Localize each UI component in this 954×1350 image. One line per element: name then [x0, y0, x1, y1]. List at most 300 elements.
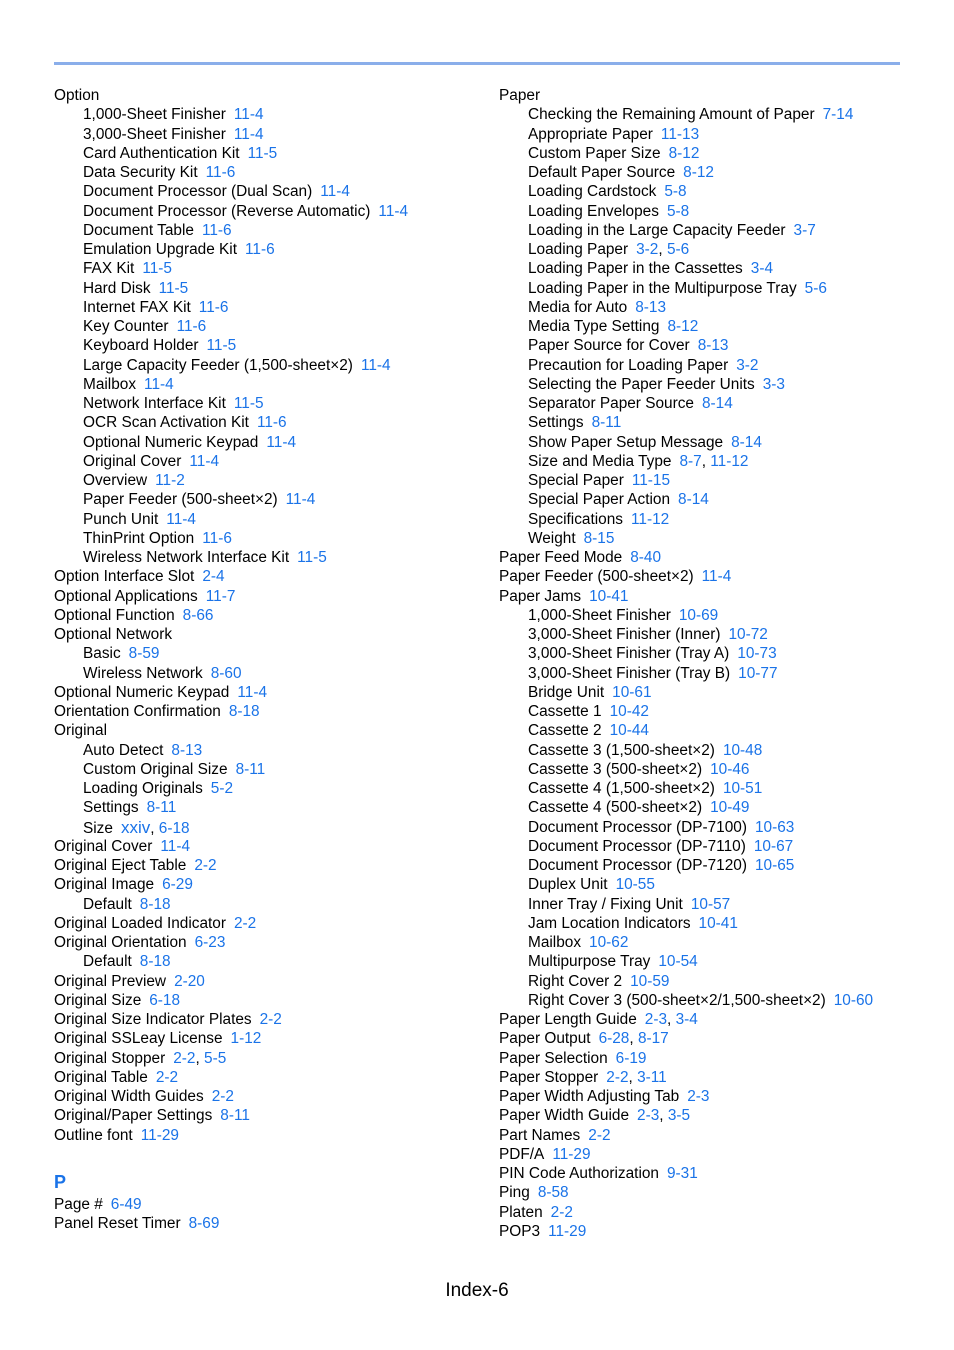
index-term: ThinPrint Option [83, 529, 195, 547]
index-entry [54, 1214, 474, 1233]
page-ref-link-xxiv[interactable]: xxiv [120, 817, 151, 837]
page-ref-link-8-60[interactable]: 8-60 [210, 664, 242, 682]
page-ref-link-8-40[interactable]: 8-40 [630, 549, 662, 566]
page-ref-link-11-15[interactable]: 11-15 [631, 472, 671, 489]
page-ref-link-3-5[interactable]: 3-5 [667, 1107, 691, 1125]
index-subentry [54, 664, 474, 683]
page-ref-link-5-8[interactable]: 5-8 [664, 183, 687, 201]
index-term: Media Type Setting [528, 318, 660, 335]
page-ref-link-1-12[interactable]: 1-12 [230, 1030, 262, 1048]
index-term: Loading Paper in the Multipurpose Tray [528, 279, 797, 297]
index-subentry [499, 818, 919, 837]
page-ref-link-11-6[interactable]: 11-6 [198, 298, 229, 316]
page-ref-link-11-6[interactable]: 11-6 [202, 529, 232, 547]
index-entry [54, 683, 474, 702]
index-subentry [54, 818, 474, 837]
index-subentry [54, 221, 474, 240]
index-term: Paper Feeder (500-sheet×2) [83, 491, 278, 509]
index-term: Custom Original Size [83, 760, 228, 778]
page-ref-link-10-62[interactable]: 10-62 [589, 934, 629, 951]
page-ref-link-11-6[interactable]: 11-6 [176, 318, 207, 335]
index-term: Duplex Unit [528, 876, 608, 894]
index-entry [54, 991, 474, 1010]
ref-separator: , [659, 1107, 668, 1125]
page-ref-link-11-4[interactable]: 11-4 [320, 183, 350, 201]
index-subentry [499, 317, 919, 336]
page-ref-link-10-42[interactable]: 10-42 [609, 703, 649, 720]
index-entry [499, 1049, 919, 1068]
page-number: Index-6 [445, 1280, 509, 1301]
index-subentry [499, 664, 919, 683]
index-entry [499, 1106, 919, 1125]
index-subentry [54, 510, 474, 529]
index-term: 3,000-Sheet Finisher [83, 125, 226, 143]
index-subentry [499, 490, 919, 509]
index-term: Document Table [83, 221, 194, 239]
page-ref-link-8-14[interactable]: 8-14 [678, 491, 709, 509]
index-term: Size and Media Type [528, 452, 672, 470]
index-subentry [499, 163, 919, 182]
page-ref-link-8-13[interactable]: 8-13 [697, 337, 729, 355]
page-ref-link-10-72[interactable]: 10-72 [728, 626, 768, 643]
page-ref-link-8-12[interactable]: 8-12 [683, 164, 714, 181]
index-entry [54, 1087, 474, 1106]
index-term: Punch Unit [83, 510, 159, 528]
index-subentry [54, 741, 474, 760]
index-term: PIN Code Authorization [499, 1165, 659, 1182]
page-ref-link-8-17[interactable]: 8-17 [637, 1030, 669, 1048]
index-entry [54, 1068, 474, 1087]
index-term: Original SSLeay License [54, 1030, 223, 1048]
index-term: Outline font [54, 1126, 133, 1144]
index-term: 3,000-Sheet Finisher (Tray B) [528, 664, 731, 682]
page-ref-link-8-69[interactable]: 8-69 [188, 1215, 220, 1232]
index-term: Original Loaded Indicator [54, 914, 226, 932]
index-subentry [499, 394, 919, 413]
page-ref-link-10-41[interactable]: 10-41 [698, 914, 738, 932]
index-entry [499, 1145, 919, 1164]
index-subentry [499, 336, 919, 355]
index-term: Loading Envelopes [528, 202, 659, 220]
page-ref-link-8-66[interactable]: 8-66 [182, 606, 214, 624]
index-subentry [54, 182, 474, 201]
page-ref-link-5-8[interactable]: 5-8 [666, 202, 690, 220]
page-ref-link-2-2[interactable]: 2-2 [233, 914, 257, 932]
page-ref-link-8-58[interactable]: 8-58 [537, 1184, 569, 1202]
index-term: Separator Paper Source [528, 395, 694, 412]
index-subentry [54, 125, 474, 144]
index-term: Document Processor (Reverse Automatic) [83, 202, 371, 220]
index-term: Size [83, 819, 113, 837]
header-rule [54, 62, 900, 65]
page-ref-link-3-4[interactable]: 3-4 [750, 260, 774, 278]
index-subentry [54, 490, 474, 509]
page-ref-link-11-4[interactable]: 11-4 [266, 433, 297, 451]
index-subentry [499, 952, 919, 971]
index-entry [54, 1010, 474, 1029]
index-term: Page # [54, 1195, 103, 1213]
index-term: Special Paper Action [528, 491, 671, 509]
page-ref-link-8-7[interactable]: 8-7 [679, 452, 702, 470]
index-term: Appropriate Paper [528, 125, 653, 143]
index-subentry [54, 798, 474, 817]
index-term: Cassette 1 [528, 703, 602, 720]
page-ref-link-10-57[interactable]: 10-57 [690, 895, 731, 913]
index-entry [499, 587, 919, 606]
index-subentry [54, 548, 474, 567]
page-ref-link-2-2[interactable]: 2-2 [259, 1011, 282, 1028]
index-term: Document Processor (DP-7100) [528, 818, 747, 836]
page-ref-link-11-4[interactable]: 11-4 [233, 125, 264, 143]
index-entry [54, 721, 474, 740]
page-ref-link-11-5[interactable]: 11-5 [158, 279, 189, 297]
page-ref-link-6-19[interactable]: 6-19 [615, 1049, 647, 1067]
page-ref-link-10-46[interactable]: 10-46 [710, 760, 750, 778]
page-ref-link-11-7[interactable]: 11-7 [205, 587, 236, 605]
index-term: Card Authentication Kit [83, 144, 240, 162]
page-ref-link-2-4[interactable]: 2-4 [202, 568, 225, 586]
page-ref-link-11-5[interactable]: 11-5 [297, 549, 327, 566]
page-ref-link-10-49[interactable]: 10-49 [710, 799, 750, 817]
index-entry [54, 933, 474, 952]
section-letter: P [54, 1171, 67, 1192]
page-ref-link-2-2[interactable]: 2-2 [155, 1068, 179, 1086]
ref-separator: , [150, 819, 159, 837]
index-subentry [54, 356, 474, 375]
page-ref-link-8-11[interactable]: 8-11 [220, 1107, 250, 1125]
page-ref-link-3-11[interactable]: 3-11 [637, 1068, 667, 1086]
index-term: Key Counter [83, 318, 169, 335]
page-ref-link-11-5[interactable]: 11-5 [247, 144, 278, 162]
page-ref-link-10-73[interactable]: 10-73 [737, 645, 777, 663]
index-term: Bridge Unit [528, 683, 605, 701]
index-subentry [499, 779, 919, 798]
index-subentry [499, 875, 919, 894]
page-ref-link-3-2[interactable]: 3-2 [736, 356, 759, 374]
page-ref-link-6-49[interactable]: 6-49 [110, 1195, 142, 1213]
index-term: Optional Numeric Keypad [54, 683, 230, 701]
index-entry [54, 625, 474, 644]
index-term: Original Eject Table [54, 857, 187, 874]
page-ref-link-11-29[interactable]: 11-29 [140, 1126, 179, 1144]
index-subentry [499, 510, 919, 529]
page-ref-link-8-12[interactable]: 8-12 [668, 144, 700, 162]
page-ref-link-2-2[interactable]: 2-2 [606, 1068, 629, 1086]
page-ref-link-11-4[interactable]: 11-4 [237, 683, 268, 701]
index-term: Cassette 2 [528, 722, 602, 740]
index-subentry [54, 529, 474, 548]
index-term: Cassette 3 (500-sheet×2) [528, 760, 703, 778]
page-ref-link-2-3[interactable]: 2-3 [644, 1011, 668, 1028]
page-ref-link-10-67[interactable]: 10-67 [753, 837, 794, 855]
index-entry [54, 856, 474, 875]
index-term: Original Size [54, 991, 142, 1009]
index-subentry [499, 202, 919, 221]
index-term: Inner Tray / Fixing Unit [528, 895, 683, 913]
index-term: Original Preview [54, 972, 167, 990]
page-ref-link-11-4[interactable]: 11-4 [144, 375, 174, 393]
page-ref-link-2-2[interactable]: 2-2 [588, 1126, 611, 1144]
index-entry [499, 1029, 919, 1048]
page-ref-link-11-4[interactable]: 11-4 [360, 356, 391, 374]
page-ref-link-10-61[interactable]: 10-61 [612, 683, 652, 701]
index-subentry [499, 413, 919, 432]
index-subentry [499, 125, 919, 144]
index-term: Option Interface Slot [54, 568, 195, 586]
index-term: Loading Cardstock [528, 183, 657, 201]
index-entry [54, 837, 474, 856]
page-ref-link-8-15[interactable]: 8-15 [583, 529, 615, 547]
page-ref-link-10-54[interactable]: 10-54 [658, 953, 698, 971]
page-ref-link-10-69[interactable]: 10-69 [678, 606, 719, 624]
page-ref-link-11-4[interactable]: 11-4 [233, 106, 264, 124]
page-ref-link-10-48[interactable]: 10-48 [722, 741, 763, 759]
index-term: Original [54, 722, 108, 740]
index-entry [499, 1010, 919, 1029]
index-term: Media for Auto [528, 298, 628, 316]
page-ref-link-3-2[interactable]: 3-2 [636, 241, 659, 258]
ref-separator: , [195, 1049, 205, 1067]
page-ref-link-6-28[interactable]: 6-28 [598, 1030, 630, 1048]
index-subentry [499, 221, 919, 240]
index-subentry [54, 760, 474, 779]
page-ref-link-3-3[interactable]: 3-3 [762, 375, 785, 393]
index-term: Selecting the Paper Feeder Units [528, 375, 755, 393]
page-ref-link-11-4[interactable]: 11-4 [378, 202, 409, 220]
index-term: Paper Length Guide [499, 1011, 637, 1028]
index-subentry [54, 144, 474, 163]
index-term: Mailbox [528, 934, 582, 951]
index-subentry [499, 105, 919, 124]
index-subentry [499, 375, 919, 394]
page-ref-link-10-60[interactable]: 10-60 [833, 991, 874, 1009]
index-term: Default [83, 953, 132, 971]
page-ref-link-10-51[interactable]: 10-51 [722, 780, 763, 797]
page-ref-link-11-2[interactable]: 11-2 [155, 472, 185, 489]
index-subentry [54, 317, 474, 336]
page-ref-link-8-11[interactable]: 8-11 [235, 760, 266, 778]
index-entry [54, 567, 474, 586]
page-ref-link-2-20[interactable]: 2-20 [174, 972, 205, 990]
index-term: Large Capacity Feeder (1,500-sheet×2) [83, 356, 353, 374]
index-term: Show Paper Setup Message [528, 433, 724, 451]
index-subentry [499, 298, 919, 317]
page-ref-link-6-18[interactable]: 6-18 [158, 819, 190, 837]
page-ref-link-6-29[interactable]: 6-29 [162, 876, 193, 894]
index-term: Internet FAX Kit [83, 298, 191, 316]
page-ref-link-5-5[interactable]: 5-5 [204, 1049, 227, 1067]
page-ref-link-6-23[interactable]: 6-23 [194, 934, 226, 951]
index-term: Data Security Kit [83, 164, 198, 181]
page-ref-link-8-18[interactable]: 8-18 [139, 895, 171, 913]
page-ref-link-5-6[interactable]: 5-6 [804, 279, 827, 297]
page-ref-link-10-77[interactable]: 10-77 [738, 664, 778, 682]
index-term: FAX Kit [83, 260, 135, 278]
index-entry [499, 567, 919, 586]
page-ref-link-6-18[interactable]: 6-18 [149, 991, 181, 1009]
page-ref-link-11-12[interactable]: 11-12 [710, 452, 749, 470]
index-entry [54, 972, 474, 991]
index-term: Auto Detect [83, 741, 164, 759]
page-ref-link-8-11[interactable]: 8-11 [591, 414, 622, 432]
index-term: Weight [528, 529, 576, 547]
page-ref-link-11-4[interactable]: 11-4 [160, 837, 191, 855]
index-column-right [499, 86, 919, 1241]
index-subentry [499, 856, 919, 875]
index-term: Original Width Guides [54, 1088, 204, 1105]
index-term: Original Orientation [54, 934, 187, 951]
index-term: Overview [83, 472, 148, 489]
page-ref-link-11-4[interactable]: 11-4 [189, 452, 220, 470]
ref-separator: , [701, 452, 711, 470]
index-term: Original Cover [54, 837, 153, 855]
page-ref-link-11-5[interactable]: 11-5 [206, 337, 237, 355]
page-ref-link-11-5[interactable]: 11-5 [142, 260, 172, 278]
index-term: Original Cover [83, 452, 182, 470]
page-ref-link-11-5[interactable]: 11-5 [233, 395, 264, 412]
index-term: Optional Numeric Keypad [83, 433, 259, 451]
page-ref-link-8-59[interactable]: 8-59 [128, 645, 160, 663]
index-subentry [54, 952, 474, 971]
page-ref-link-11-4[interactable]: 11-4 [166, 510, 196, 528]
page-ref-link-10-63[interactable]: 10-63 [754, 818, 795, 836]
page-ref-link-3-4[interactable]: 3-4 [675, 1011, 698, 1028]
page-ref-link-8-14[interactable]: 8-14 [731, 433, 762, 451]
index-term: Original Image [54, 876, 155, 894]
index-term: Paper Source for Cover [528, 337, 690, 355]
index-subentry [499, 798, 919, 817]
index-term: Document Processor (DP-7110) [528, 837, 746, 855]
index-term: Original Stopper [54, 1049, 166, 1067]
page-ref-link-11-12[interactable]: 11-12 [630, 510, 670, 528]
page-ref-link-11-6[interactable]: 11-6 [201, 221, 232, 239]
page-ref-link-8-14[interactable]: 8-14 [701, 395, 733, 412]
page-ref-link-2-2[interactable]: 2-2 [550, 1203, 573, 1221]
index-term: Network Interface Kit [83, 395, 226, 412]
index-term: Settings [528, 414, 584, 432]
index-term: Document Processor (DP-7120) [528, 857, 747, 874]
page-ref-link-2-3[interactable]: 2-3 [637, 1107, 660, 1125]
page-ref-link-11-4[interactable]: 11-4 [285, 491, 316, 509]
index-subentry [499, 702, 919, 721]
index-subentry [54, 413, 474, 432]
index-term: Original Table [54, 1068, 148, 1086]
index-term: 1,000-Sheet Finisher [83, 106, 226, 124]
page-ref-link-11-4[interactable]: 11-4 [701, 568, 732, 586]
page-ref-link-5-6[interactable]: 5-6 [666, 241, 690, 258]
index-term: OCR Scan Activation Kit [83, 414, 249, 432]
index-subentry [499, 721, 919, 740]
ref-separator: , [629, 1030, 638, 1048]
page-ref-link-10-59[interactable]: 10-59 [630, 972, 670, 990]
index-subentry [499, 471, 919, 490]
page-ref-link-8-13[interactable]: 8-13 [635, 298, 667, 316]
page-ref-link-10-55[interactable]: 10-55 [615, 876, 655, 894]
index-entry [54, 1195, 474, 1214]
index-term: Checking the Remaining Amount of Paper [528, 106, 815, 124]
page-ref-link-2-2[interactable]: 2-2 [173, 1049, 196, 1067]
index-entry [499, 1222, 919, 1241]
index-entry [499, 1164, 919, 1183]
page-ref-link-10-41[interactable]: 10-41 [589, 587, 629, 605]
page-ref-link-8-13[interactable]: 8-13 [171, 741, 203, 759]
index-subentry [499, 933, 919, 952]
page-ref-link-11-6[interactable]: 11-6 [256, 414, 287, 432]
page-ref-link-8-12[interactable]: 8-12 [667, 318, 699, 335]
index-subentry [54, 105, 474, 124]
index-term: Paper Feeder (500-sheet×2) [499, 568, 694, 586]
page-ref-link-3-7[interactable]: 3-7 [793, 221, 816, 239]
page-ref-link-2-2[interactable]: 2-2 [194, 857, 217, 874]
page-ref-link-5-2[interactable]: 5-2 [210, 780, 234, 797]
index-entry [54, 914, 474, 933]
index-term: Loading in the Large Capacity Feeder [528, 221, 786, 239]
index-term: 3,000-Sheet Finisher (Inner) [528, 626, 721, 643]
page-ref-link-11-13[interactable]: 11-13 [660, 125, 700, 143]
index-subentry [499, 683, 919, 702]
page-ref-link-11-6[interactable]: 11-6 [205, 164, 236, 181]
index-subentry [54, 336, 474, 355]
page-ref-link-10-44[interactable]: 10-44 [609, 722, 649, 740]
index-term: Hard Disk [83, 279, 151, 297]
index-entry [499, 1087, 919, 1106]
page-ref-link-7-14[interactable]: 7-14 [822, 106, 854, 124]
index-term: Ping [499, 1184, 530, 1202]
index-subentry [499, 279, 919, 298]
page-ref-link-2-2[interactable]: 2-2 [211, 1088, 234, 1105]
index-term: Cassette 4 (500-sheet×2) [528, 799, 703, 817]
index-subentry [499, 356, 919, 375]
index-term: Custom Paper Size [528, 144, 661, 162]
index-term: Loading Paper [528, 241, 629, 258]
index-term: 3,000-Sheet Finisher (Tray A) [528, 645, 730, 663]
index-term: Document Processor (Dual Scan) [83, 183, 313, 201]
index-subentry [54, 202, 474, 221]
page-ref-link-11-29[interactable]: 11-29 [548, 1222, 587, 1240]
page-ref-link-2-3[interactable]: 2-3 [687, 1088, 710, 1105]
page-ref-link-8-18[interactable]: 8-18 [228, 703, 260, 720]
index-term: Optional Function [54, 606, 175, 624]
index-entry [499, 1183, 919, 1202]
index-entry [54, 702, 474, 721]
index-entry [54, 875, 474, 894]
page-ref-link-8-11[interactable]: 8-11 [146, 799, 177, 817]
page-ref-link-11-29[interactable]: 11-29 [552, 1145, 591, 1163]
page-ref-link-11-6[interactable]: 11-6 [245, 241, 275, 258]
index-entry [54, 587, 474, 606]
page-ref-link-8-18[interactable]: 8-18 [139, 953, 171, 971]
page-ref-link-10-65[interactable]: 10-65 [754, 857, 795, 874]
index-entry [54, 86, 474, 105]
page-ref-link-9-31[interactable]: 9-31 [667, 1165, 698, 1182]
index-entry [499, 1126, 919, 1145]
index-term: Default Paper Source [528, 164, 676, 181]
index-term: Panel Reset Timer [54, 1215, 181, 1232]
index-entry [54, 606, 474, 625]
index-term: Emulation Upgrade Kit [83, 241, 237, 258]
index-term: Platen [499, 1203, 543, 1221]
index-term: 1,000-Sheet Finisher [528, 606, 671, 624]
index-term: PDF/A [499, 1145, 545, 1163]
index-subentry [54, 644, 474, 663]
index-term: Original/Paper Settings [54, 1107, 213, 1125]
index-entry [499, 1068, 919, 1087]
index-subentry [499, 837, 919, 856]
index-subentry [54, 433, 474, 452]
ref-separator: , [628, 1068, 638, 1086]
index-subentry [499, 625, 919, 644]
index-subentry [54, 163, 474, 182]
